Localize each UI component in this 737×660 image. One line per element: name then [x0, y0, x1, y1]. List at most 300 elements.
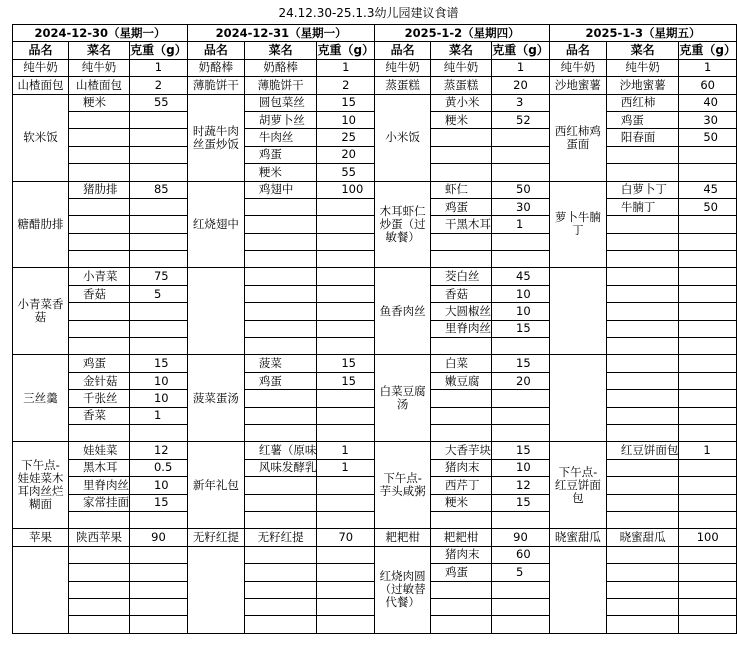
- ingredient-name: [431, 407, 492, 424]
- ingredient-grams: [317, 390, 375, 407]
- table-row: [13, 598, 737, 615]
- ingredient-name: [244, 198, 317, 215]
- ingredient-grams: [679, 616, 737, 633]
- ingredient-grams: [679, 146, 737, 163]
- table-row: [13, 251, 737, 268]
- ingredient-name: [244, 268, 317, 285]
- ingredient-name: 鸡翅中: [244, 181, 317, 198]
- ingredient-grams: 2: [129, 77, 187, 94]
- ingredient-grams: 75: [129, 268, 187, 285]
- ingredient-name: [606, 616, 679, 633]
- ingredient-grams: 1: [492, 216, 550, 233]
- ingredient-name: 纯牛奶: [606, 59, 679, 76]
- ingredient-grams: 1: [129, 407, 187, 424]
- col-header-ingredient: 菜名: [431, 42, 492, 59]
- table-row: [13, 477, 737, 494]
- ingredient-grams: [317, 251, 375, 268]
- ingredient-grams: [317, 511, 375, 528]
- ingredient-name: [606, 320, 679, 337]
- ingredient-name: 薄脆饼干: [244, 77, 317, 94]
- ingredient-grams: 15: [129, 494, 187, 511]
- dish-name: 软米饭: [13, 94, 69, 181]
- ingredient-name: [431, 424, 492, 441]
- dish-name: 三丝羹: [13, 355, 69, 442]
- ingredient-name: [606, 285, 679, 302]
- ingredient-grams: [129, 338, 187, 355]
- ingredient-grams: 55: [317, 164, 375, 181]
- ingredient-name: [606, 251, 679, 268]
- ingredient-grams: [129, 164, 187, 181]
- ingredient-grams: 1: [492, 59, 550, 76]
- ingredient-name: [431, 146, 492, 163]
- ingredient-grams: [129, 146, 187, 163]
- ingredient-name: 鸡蛋: [244, 372, 317, 389]
- ingredient-name: [244, 598, 317, 615]
- ingredient-grams: 1: [317, 59, 375, 76]
- ingredient-grams: 50: [679, 198, 737, 215]
- ingredient-grams: 2: [317, 77, 375, 94]
- ingredient-grams: [679, 251, 737, 268]
- ingredient-grams: [317, 303, 375, 320]
- ingredient-grams: [317, 616, 375, 633]
- ingredient-name: 牛腩丁: [606, 198, 679, 215]
- ingredient-name: 里脊肉丝: [431, 320, 492, 337]
- col-header-dish: 品名: [375, 42, 431, 59]
- ingredient-grams: [679, 303, 737, 320]
- day-header: 2025-1-2（星期四）: [375, 25, 550, 42]
- ingredient-grams: [317, 338, 375, 355]
- ingredient-name: [244, 390, 317, 407]
- table-row: [13, 198, 737, 215]
- ingredient-name: 鸡蛋: [431, 198, 492, 215]
- ingredient-name: [244, 494, 317, 511]
- table-row: [13, 77, 737, 94]
- ingredient-grams: [317, 598, 375, 615]
- table-row: [13, 216, 737, 233]
- ingredient-name: 猪肉末: [431, 546, 492, 563]
- ingredient-name: [606, 424, 679, 441]
- ingredient-grams: [317, 494, 375, 511]
- table-row: [13, 164, 737, 181]
- ingredient-name: 小青菜: [68, 268, 129, 285]
- ingredient-grams: [129, 616, 187, 633]
- ingredient-name: 嫩豆腐: [431, 372, 492, 389]
- ingredient-grams: 20: [317, 146, 375, 163]
- ingredient-grams: [679, 338, 737, 355]
- ingredient-name: 沙地蜜薯: [606, 77, 679, 94]
- ingredient-grams: 15: [492, 442, 550, 459]
- ingredient-name: 大香芋块: [431, 442, 492, 459]
- ingredient-grams: 70: [317, 529, 375, 546]
- dish-name: 晓蜜甜瓜: [549, 529, 606, 546]
- ingredient-name: [68, 581, 129, 598]
- ingredient-name: 猪肉末: [431, 459, 492, 476]
- ingredient-name: 风味发酵乳: [244, 459, 317, 476]
- ingredient-name: 山楂面包: [68, 77, 129, 94]
- ingredient-name: 香菜: [68, 407, 129, 424]
- table-row: [13, 459, 737, 476]
- ingredient-grams: [492, 146, 550, 163]
- ingredient-name: 黑木耳: [68, 459, 129, 476]
- ingredient-grams: [679, 511, 737, 528]
- ingredient-grams: 15: [492, 494, 550, 511]
- ingredient-name: [68, 338, 129, 355]
- dish-name: 白菜豆腐汤: [375, 355, 431, 442]
- ingredient-name: [244, 511, 317, 528]
- table-row: [13, 338, 737, 355]
- ingredient-name: 菠菜: [244, 355, 317, 372]
- ingredient-grams: 10: [129, 372, 187, 389]
- ingredient-name: [606, 303, 679, 320]
- ingredient-name: [244, 216, 317, 233]
- ingredient-grams: [679, 372, 737, 389]
- table-row: [13, 42, 737, 59]
- dish-name: 苹果: [13, 529, 69, 546]
- ingredient-grams: [317, 198, 375, 215]
- table-row: [13, 581, 737, 598]
- ingredient-grams: [492, 407, 550, 424]
- ingredient-name: 红薯（原味: [244, 442, 317, 459]
- ingredient-grams: [679, 459, 737, 476]
- ingredient-grams: 0.5: [129, 459, 187, 476]
- table-row: [13, 390, 737, 407]
- ingredient-name: [606, 216, 679, 233]
- ingredient-grams: [317, 320, 375, 337]
- ingredient-name: [606, 581, 679, 598]
- ingredient-name: [244, 233, 317, 250]
- ingredient-grams: 55: [129, 94, 187, 111]
- ingredient-grams: [679, 598, 737, 615]
- dish-name: 山楂面包: [13, 77, 69, 94]
- ingredient-name: [431, 233, 492, 250]
- ingredient-grams: 25: [317, 129, 375, 146]
- ingredient-name: [68, 546, 129, 563]
- ingredient-grams: 15: [492, 320, 550, 337]
- ingredient-grams: 100: [679, 529, 737, 546]
- ingredient-name: [68, 598, 129, 615]
- ingredient-name: 千张丝: [68, 390, 129, 407]
- ingredient-grams: [492, 511, 550, 528]
- ingredient-name: [431, 581, 492, 598]
- ingredient-grams: 3: [492, 94, 550, 111]
- col-header-dish: 品名: [549, 42, 606, 59]
- ingredient-name: [244, 424, 317, 441]
- ingredient-name: 粳米: [244, 164, 317, 181]
- ingredient-name: 无籽红提: [244, 529, 317, 546]
- day-header: 2024-12-31（星期一）: [187, 25, 374, 42]
- dish-name: 小米饭: [375, 94, 431, 181]
- col-header-dish: 品名: [13, 42, 69, 59]
- dish-name: [13, 546, 69, 633]
- ingredient-grams: [679, 320, 737, 337]
- ingredient-grams: 15: [129, 355, 187, 372]
- ingredient-grams: 60: [492, 546, 550, 563]
- dish-name: [549, 546, 606, 633]
- ingredient-grams: 40: [679, 94, 737, 111]
- ingredient-name: [606, 546, 679, 563]
- table-row: [13, 442, 737, 459]
- ingredient-name: [606, 390, 679, 407]
- ingredient-name: [606, 146, 679, 163]
- ingredient-name: 娃娃菜: [68, 442, 129, 459]
- col-header-grams: 克重（g）: [317, 42, 375, 59]
- dish-name: 纯牛奶: [549, 59, 606, 76]
- ingredient-grams: 20: [492, 372, 550, 389]
- ingredient-name: [606, 233, 679, 250]
- ingredient-grams: [492, 129, 550, 146]
- ingredient-grams: 10: [129, 477, 187, 494]
- ingredient-grams: [129, 233, 187, 250]
- ingredient-grams: [492, 233, 550, 250]
- ingredient-grams: [317, 285, 375, 302]
- table-row: [13, 564, 737, 581]
- ingredient-grams: 5: [492, 564, 550, 581]
- table-row: [13, 285, 737, 302]
- ingredient-name: 西红柿: [606, 94, 679, 111]
- dish-name: 鱼香肉丝: [375, 268, 431, 355]
- ingredient-grams: 90: [492, 529, 550, 546]
- table-row: [13, 129, 737, 146]
- ingredient-name: 里脊肉丝: [68, 477, 129, 494]
- table-row: [13, 268, 737, 285]
- ingredient-grams: [492, 581, 550, 598]
- ingredient-grams: [679, 268, 737, 285]
- ingredient-grams: [492, 251, 550, 268]
- dish-name: 下午点-红豆饼面包: [549, 442, 606, 529]
- ingredient-name: [606, 459, 679, 476]
- table-row: [13, 146, 737, 163]
- ingredient-name: [431, 511, 492, 528]
- ingredient-grams: 50: [492, 181, 550, 198]
- ingredient-name: 鸡蛋: [606, 111, 679, 128]
- ingredient-grams: 15: [492, 355, 550, 372]
- ingredient-name: [68, 564, 129, 581]
- dish-name: 红烧肉圆（过敏替代餐）: [375, 546, 431, 633]
- dish-name: 下午点-芋头咸粥: [375, 442, 431, 529]
- ingredient-grams: [679, 407, 737, 424]
- ingredient-name: [244, 546, 317, 563]
- ingredient-grams: [679, 216, 737, 233]
- table-row: [13, 59, 737, 76]
- dish-name: 无籽红提: [187, 529, 244, 546]
- ingredient-name: 猪肋排: [68, 181, 129, 198]
- ingredient-name: 纯牛奶: [431, 59, 492, 76]
- ingredient-grams: 50: [679, 129, 737, 146]
- ingredient-name: 家常挂面: [68, 494, 129, 511]
- dish-name: [187, 546, 244, 633]
- ingredient-name: [606, 268, 679, 285]
- ingredient-name: [244, 285, 317, 302]
- table-row: [13, 511, 737, 528]
- ingredient-name: [68, 198, 129, 215]
- dish-name: 新年礼包: [187, 442, 244, 529]
- ingredient-name: [244, 616, 317, 633]
- ingredient-grams: [129, 546, 187, 563]
- ingredient-grams: [317, 581, 375, 598]
- ingredient-name: 白菜: [431, 355, 492, 372]
- ingredient-name: [244, 338, 317, 355]
- table-row: [13, 355, 737, 372]
- ingredient-grams: [317, 477, 375, 494]
- table-row: [13, 320, 737, 337]
- ingredient-grams: [492, 424, 550, 441]
- dish-name: 薄脆饼干: [187, 77, 244, 94]
- ingredient-name: [431, 616, 492, 633]
- ingredient-name: 鸡蛋: [68, 355, 129, 372]
- ingredient-name: 奶酪棒: [244, 59, 317, 76]
- ingredient-grams: [317, 424, 375, 441]
- ingredient-name: 虾仁: [431, 181, 492, 198]
- ingredient-grams: [129, 198, 187, 215]
- ingredient-name: 红豆饼面包: [606, 442, 679, 459]
- table-row: [13, 111, 737, 128]
- table-row: [13, 424, 737, 441]
- ingredient-name: 纯牛奶: [68, 59, 129, 76]
- ingredient-name: [244, 251, 317, 268]
- ingredient-grams: [129, 564, 187, 581]
- ingredient-grams: [679, 164, 737, 181]
- ingredient-name: 黄小米: [431, 94, 492, 111]
- ingredient-grams: [129, 598, 187, 615]
- ingredient-name: [68, 233, 129, 250]
- ingredient-grams: 15: [317, 94, 375, 111]
- ingredient-name: 粳米: [431, 111, 492, 128]
- dish-name: 红烧翅中: [187, 181, 244, 268]
- dish-name: [549, 355, 606, 442]
- menu-table: [12, 24, 737, 634]
- ingredient-grams: [317, 268, 375, 285]
- ingredient-grams: 10: [492, 459, 550, 476]
- ingredient-grams: [129, 303, 187, 320]
- dish-name: [187, 268, 244, 355]
- ingredient-grams: [129, 111, 187, 128]
- ingredient-grams: [129, 581, 187, 598]
- ingredient-name: [68, 129, 129, 146]
- ingredient-grams: [492, 616, 550, 633]
- ingredient-name: [68, 216, 129, 233]
- ingredient-name: [68, 146, 129, 163]
- ingredient-grams: 1: [679, 59, 737, 76]
- ingredient-name: [606, 355, 679, 372]
- ingredient-name: 陕西苹果: [68, 529, 129, 546]
- ingredient-name: 粳米: [431, 494, 492, 511]
- ingredient-name: 香菇: [431, 285, 492, 302]
- ingredient-grams: [679, 546, 737, 563]
- dish-name: 小青菜香菇: [13, 268, 69, 355]
- ingredient-name: [606, 372, 679, 389]
- ingredient-grams: 12: [129, 442, 187, 459]
- day-header: 2025-1-3（星期五）: [549, 25, 736, 42]
- ingredient-name: [431, 338, 492, 355]
- col-header-grams: 克重（g）: [679, 42, 737, 59]
- ingredient-grams: [679, 581, 737, 598]
- table-row: [13, 25, 737, 42]
- dish-name: 糖醋肋排: [13, 181, 69, 268]
- table-row: [13, 407, 737, 424]
- ingredient-grams: 10: [492, 285, 550, 302]
- ingredient-grams: 10: [317, 111, 375, 128]
- ingredient-name: [244, 407, 317, 424]
- ingredient-grams: [679, 233, 737, 250]
- dish-name: 沙地蜜薯: [549, 77, 606, 94]
- ingredient-name: 白萝卜丁: [606, 181, 679, 198]
- dish-name: 萝卜牛腩丁: [549, 181, 606, 268]
- table-row: [13, 94, 737, 111]
- ingredient-name: [606, 407, 679, 424]
- ingredient-name: 牛肉丝: [244, 129, 317, 146]
- ingredient-name: [68, 511, 129, 528]
- ingredient-grams: [129, 129, 187, 146]
- ingredient-name: 蒸蛋糕: [431, 77, 492, 94]
- ingredient-grams: [317, 564, 375, 581]
- ingredient-grams: [492, 338, 550, 355]
- ingredient-name: [431, 251, 492, 268]
- table-row: [13, 546, 737, 563]
- ingredient-grams: [679, 494, 737, 511]
- table-row: [13, 233, 737, 250]
- ingredient-name: [68, 111, 129, 128]
- ingredient-grams: [129, 216, 187, 233]
- ingredient-grams: 85: [129, 181, 187, 198]
- ingredient-grams: 52: [492, 111, 550, 128]
- ingredient-name: 干黑木耳: [431, 216, 492, 233]
- col-header-ingredient: 菜名: [244, 42, 317, 59]
- ingredient-name: [68, 320, 129, 337]
- dish-name: 西红柿鸡蛋面: [549, 94, 606, 181]
- ingredient-grams: 1: [679, 442, 737, 459]
- ingredient-grams: [679, 564, 737, 581]
- ingredient-grams: 30: [492, 198, 550, 215]
- ingredient-name: [431, 390, 492, 407]
- dish-name: 蒸蛋糕: [375, 77, 431, 94]
- ingredient-grams: [317, 546, 375, 563]
- ingredient-name: [606, 338, 679, 355]
- ingredient-grams: [679, 390, 737, 407]
- ingredient-name: [68, 424, 129, 441]
- ingredient-name: [68, 616, 129, 633]
- dish-name: [549, 268, 606, 355]
- ingredient-grams: [129, 320, 187, 337]
- ingredient-grams: [129, 424, 187, 441]
- ingredient-grams: [679, 424, 737, 441]
- ingredient-name: [244, 477, 317, 494]
- table-row: [13, 494, 737, 511]
- ingredient-grams: 20: [492, 77, 550, 94]
- table-row: [13, 372, 737, 389]
- ingredient-grams: 90: [129, 529, 187, 546]
- ingredient-name: 茭白丝: [431, 268, 492, 285]
- ingredient-grams: [317, 216, 375, 233]
- ingredient-grams: [679, 355, 737, 372]
- ingredient-grams: 5: [129, 285, 187, 302]
- table-row: [13, 616, 737, 633]
- ingredient-grams: [129, 511, 187, 528]
- dish-name: 菠菜蛋汤: [187, 355, 244, 442]
- dish-name: 下午点-娃娃菜木耳肉丝烂糊面: [13, 442, 69, 529]
- ingredient-name: 西芹丁: [431, 477, 492, 494]
- ingredient-name: [244, 303, 317, 320]
- ingredient-name: [244, 564, 317, 581]
- ingredient-name: [68, 164, 129, 181]
- ingredient-grams: 100: [317, 181, 375, 198]
- ingredient-name: 圆包菜丝: [244, 94, 317, 111]
- dish-name: 纯牛奶: [13, 59, 69, 76]
- ingredient-grams: [679, 285, 737, 302]
- col-header-grams: 克重（g）: [129, 42, 187, 59]
- ingredient-name: [431, 598, 492, 615]
- ingredient-grams: 30: [679, 111, 737, 128]
- ingredient-grams: 60: [679, 77, 737, 94]
